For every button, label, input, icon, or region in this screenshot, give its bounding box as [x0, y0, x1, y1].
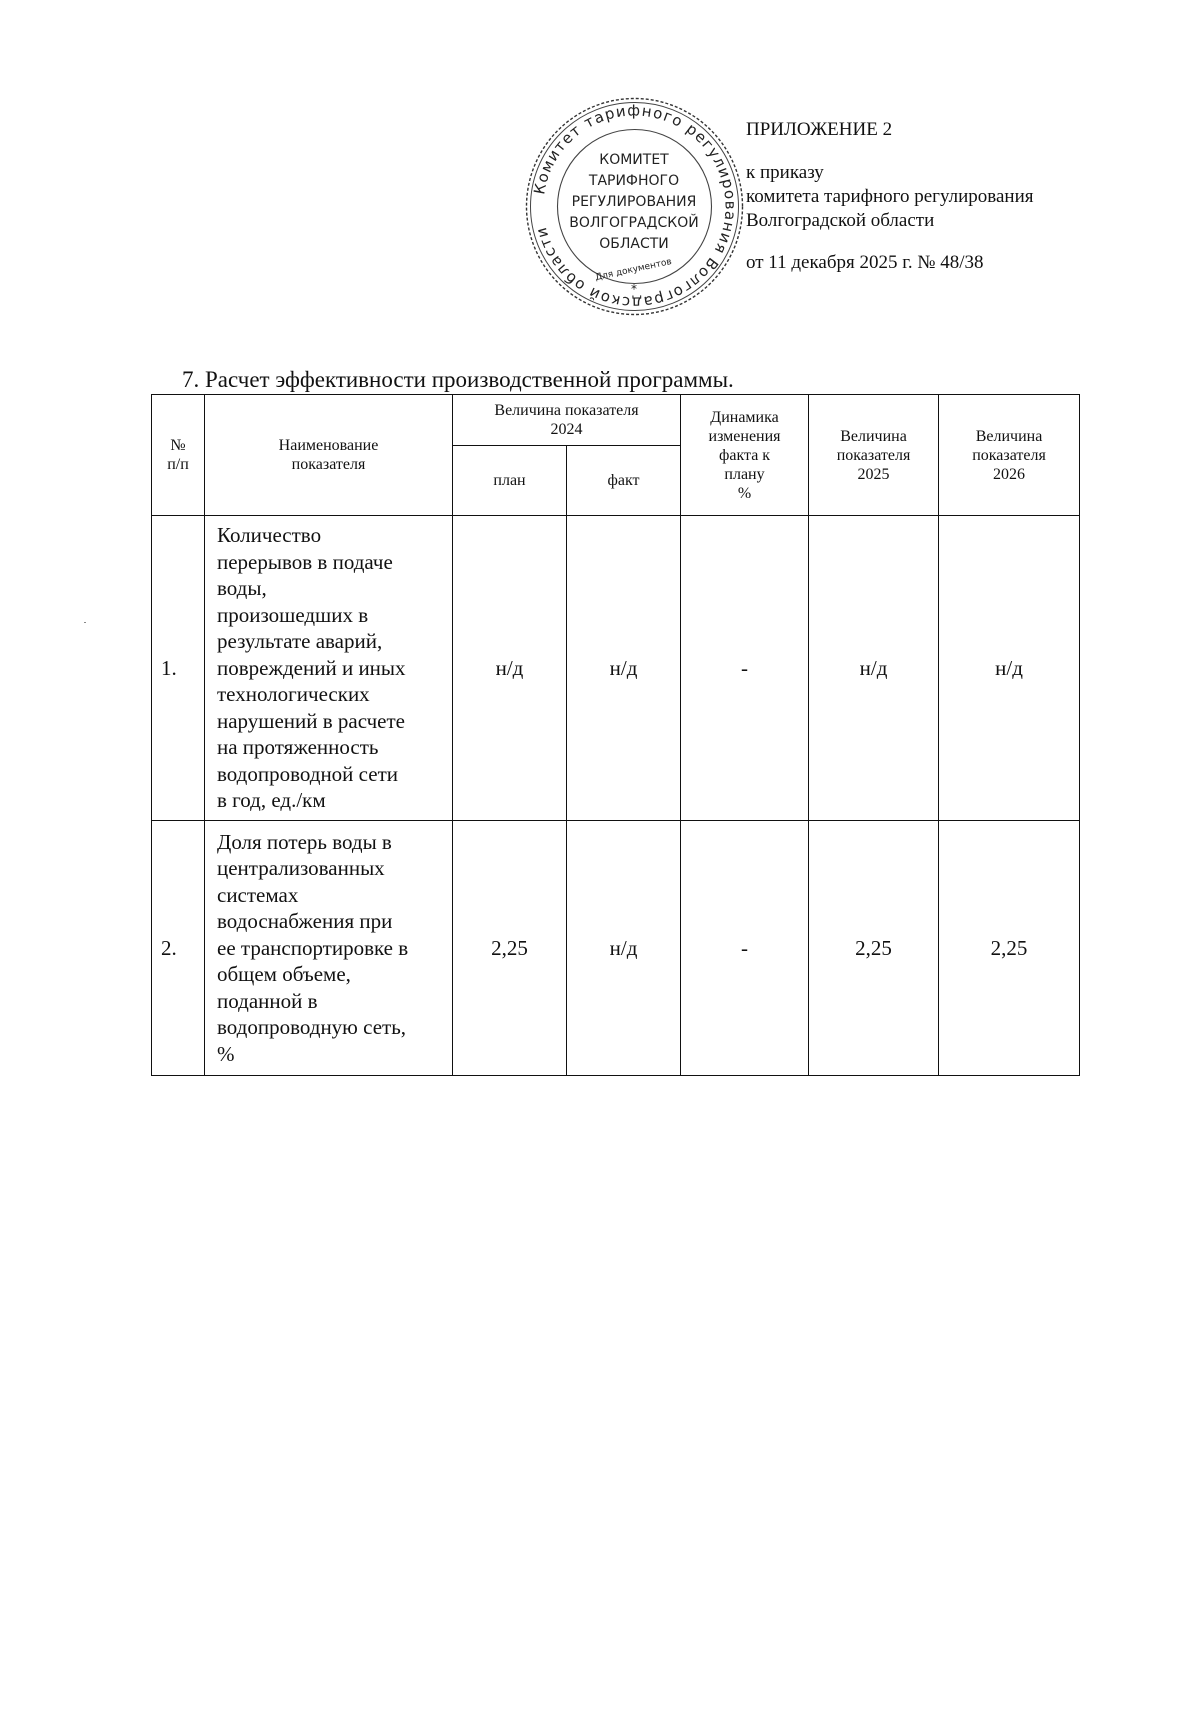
row-fact: н/д [567, 821, 681, 1076]
row-dynamics: - [681, 821, 809, 1076]
header-num: № п/п [152, 395, 205, 516]
header-name: Наименование показателя [205, 395, 453, 516]
scan-speck [84, 622, 86, 623]
table-row [152, 516, 1080, 821]
appendix-date-line: от 11 декабря 2025 г. № 48/38 [746, 252, 984, 273]
row-num: 1. [152, 516, 205, 821]
stamp-inner-line: КОМИТЕТ [599, 152, 669, 168]
row-value-2025: 2,25 [809, 821, 939, 1076]
row-name: Количество перерывов в подаче воды, произошедших в результате аварий, повреждений и иных технологических нарушений в расчете на протяженность водопроводной сети в год, ед./км [205, 516, 453, 821]
header-value-2026: Величина показателя 2026 [939, 395, 1080, 516]
stamp-bottom-text: Для документов [594, 257, 673, 284]
section-title: 7. Расчет эффективности производственной программы. [182, 367, 734, 392]
appendix-title: ПРИЛОЖЕНИЕ 2 [746, 119, 893, 140]
header-fact: факт [567, 446, 681, 516]
stamp-inner-line: ОБЛАСТИ [599, 236, 669, 252]
header-plan: план [453, 446, 567, 516]
row-value-2026: 2,25 [939, 821, 1080, 1076]
row-plan: н/д [453, 516, 567, 821]
row-plan: 2,25 [453, 821, 567, 1076]
star-icon: * [631, 282, 637, 296]
stamp-inner-line: ВОЛГОГРАДСКОЙ [569, 215, 699, 231]
appendix-committee-line: комитета тарифного регулирования [746, 186, 1034, 207]
row-num: 2. [152, 821, 205, 1076]
header-dynamics: Динамика изменения факта к плану % [681, 395, 809, 516]
row-value-2025: н/д [809, 516, 939, 821]
official-stamp [522, 94, 747, 319]
efficiency-table [151, 394, 1080, 1076]
header-value-2025: Величина показателя 2025 [809, 395, 939, 516]
row-dynamics: - [681, 516, 809, 821]
stamp-inner-line: ТАРИФНОГО [588, 173, 680, 189]
stamp-inner-line: РЕГУЛИРОВАНИЯ [571, 194, 697, 210]
appendix-order-line: к приказу [746, 162, 824, 183]
stamp-outer-text: Комитет тарифного регулирования Волгоградской области [530, 101, 740, 312]
table-row [152, 821, 1080, 1076]
appendix-region-line: Волгоградской области [746, 210, 935, 231]
row-value-2026: н/д [939, 516, 1080, 821]
row-name: Доля потерь воды в централизованных системах водоснабжения при ее транспортировке в общем объеме, поданной в водопроводную сеть, % [205, 821, 453, 1076]
appendix-header [746, 118, 1034, 275]
row-fact: н/д [567, 516, 681, 821]
header-value-2024: Величина показателя 2024 [453, 395, 681, 446]
